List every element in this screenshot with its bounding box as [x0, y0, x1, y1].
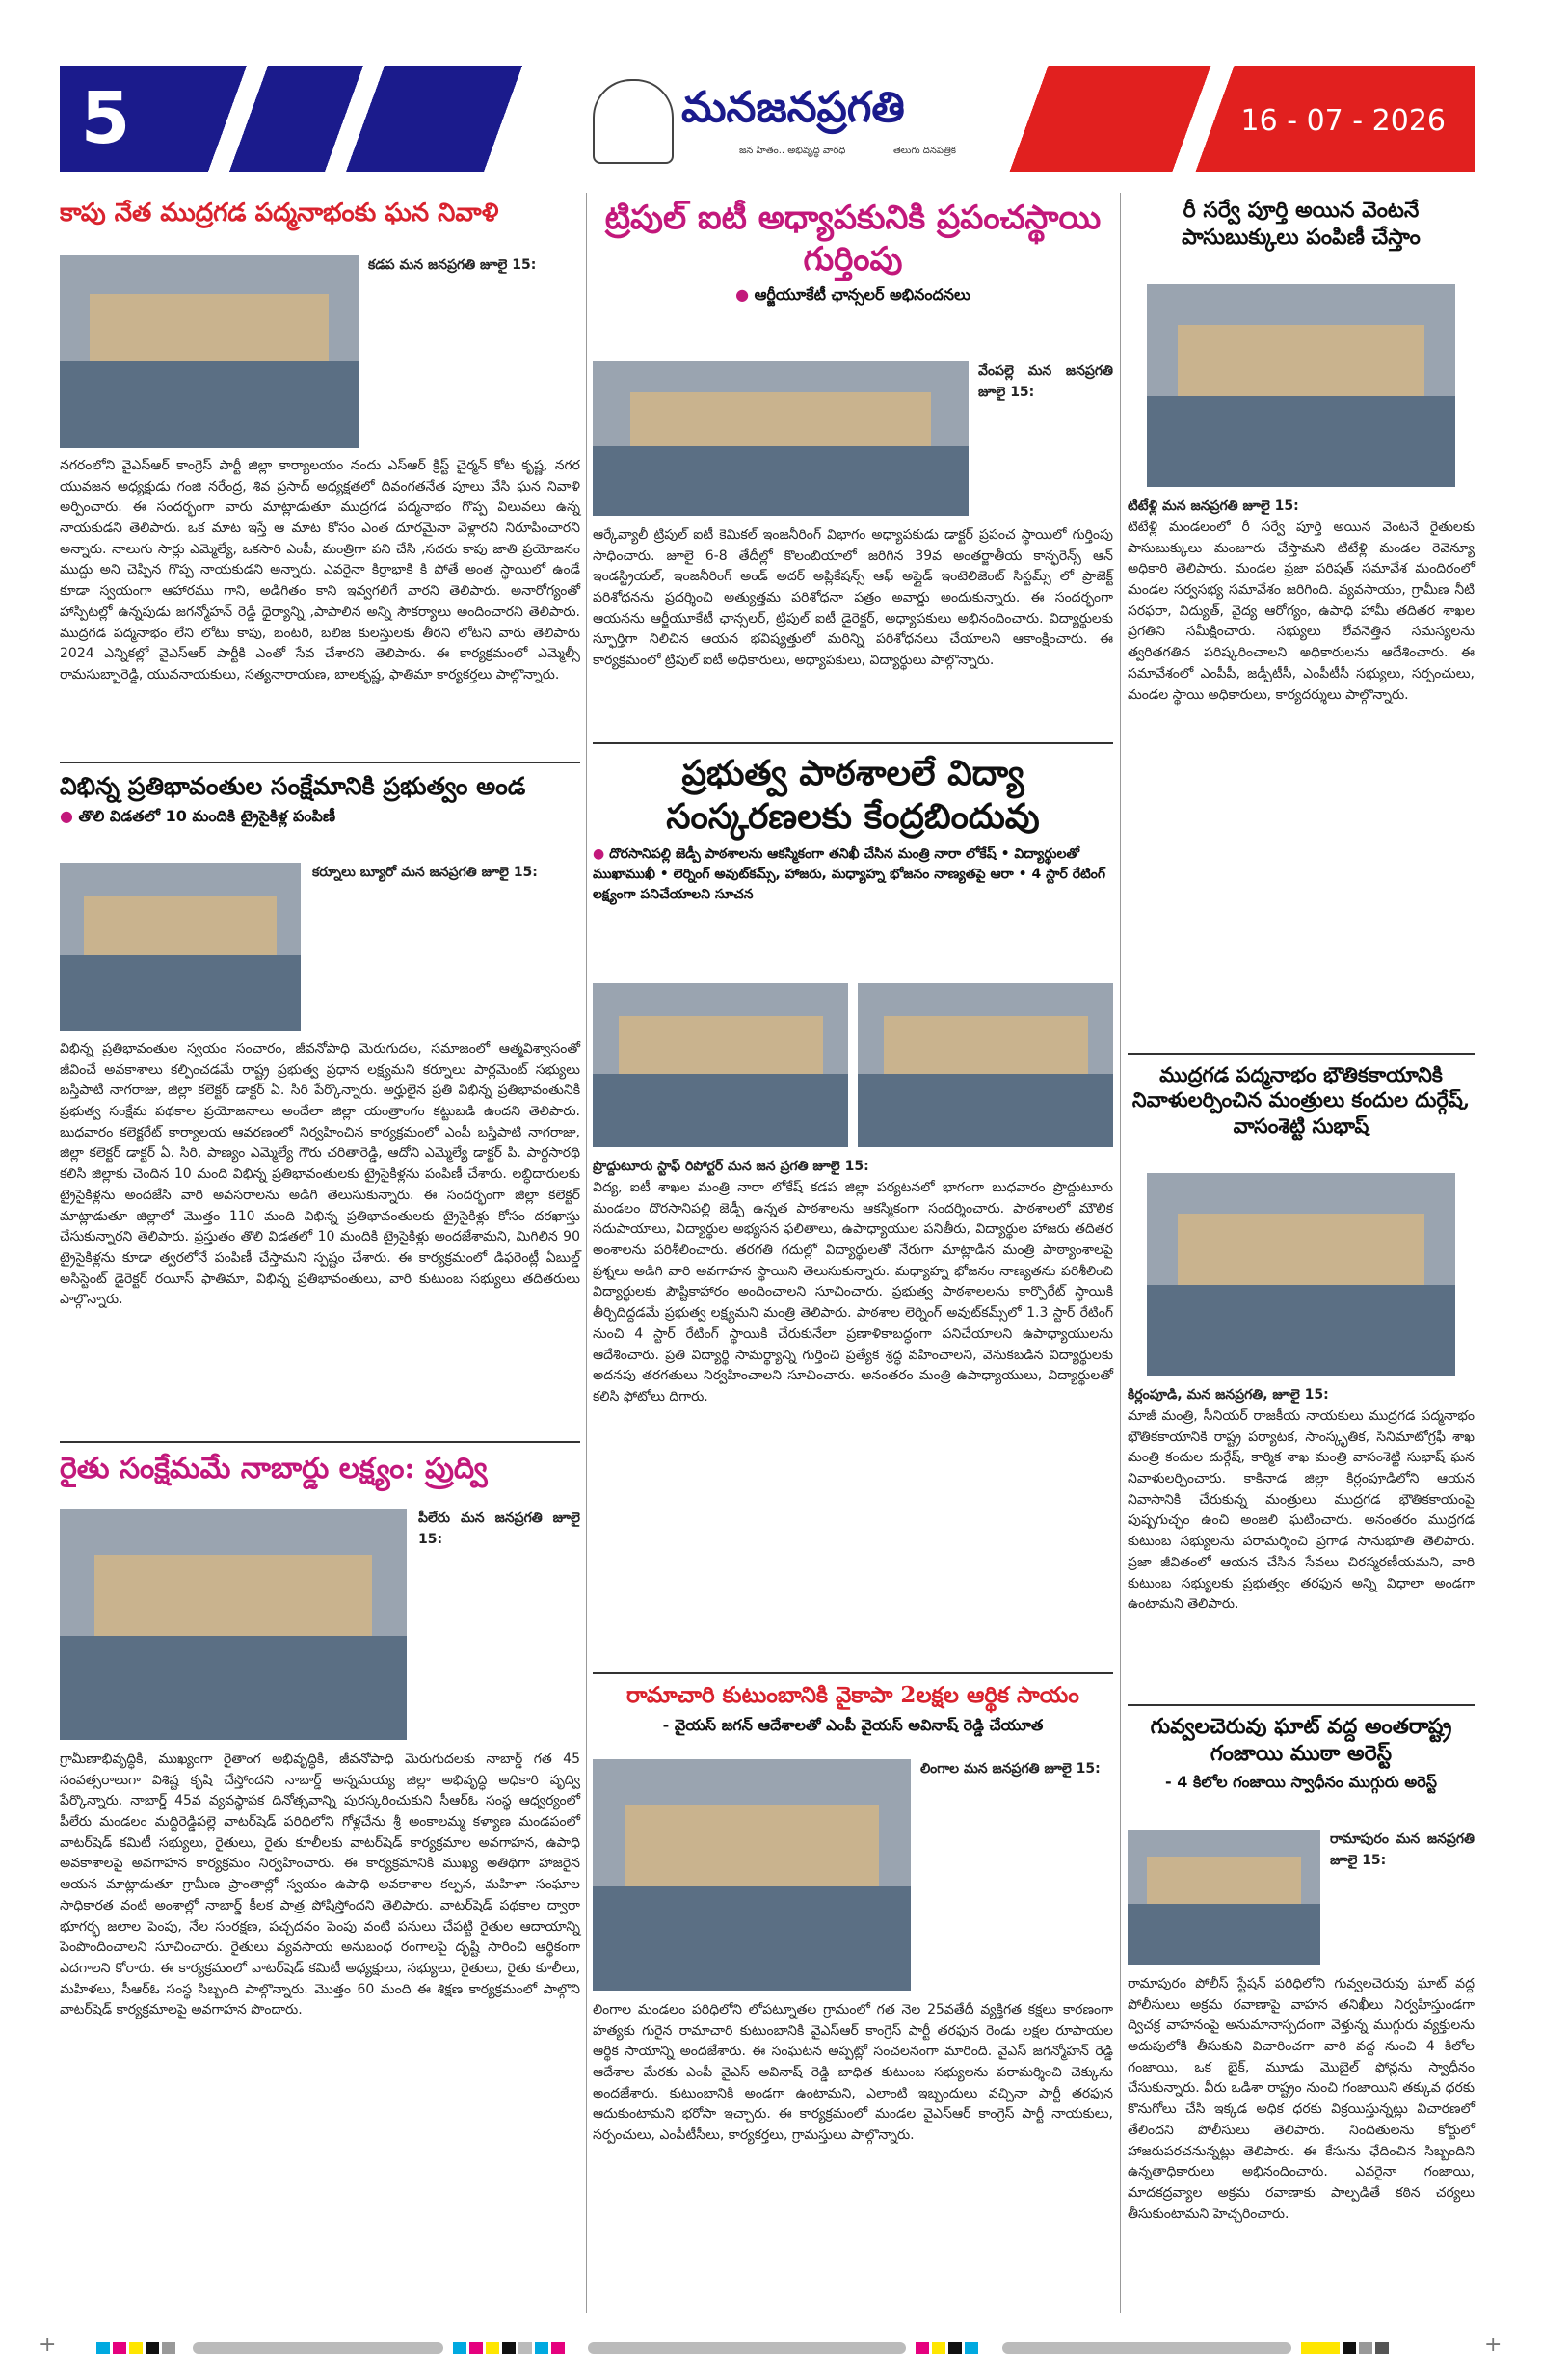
- article-iiit: [593, 198, 1113, 737]
- article-dateline: రామాపురం మన జనప్రగతి జూలై 15:: [1330, 1832, 1475, 1868]
- article-kapu: [60, 198, 580, 757]
- issue-date: 16 - 07 - 2026: [1240, 104, 1446, 138]
- article-separator: [593, 1672, 1113, 1674]
- article-ramachari: [593, 1682, 1113, 2318]
- masthead: [60, 66, 1475, 172]
- color-calibration-bar: [1301, 2342, 1392, 2354]
- photo-tricycle-distribution: [60, 863, 301, 1031]
- article-dateline: కర్నూలు బ్యూరో మన జనప్రగతి జూలై 15:: [312, 865, 538, 880]
- article-separator: [1128, 1704, 1475, 1706]
- article-headline: రీ సర్వే పూర్తి అయిన వెంటనే పాసుబుక్కులు పంపిణీ చేస్తాం: [1182, 198, 1421, 250]
- article-subheadline: ● తొలి విడతలో 10 మందికి ట్రైసైకిళ్ల పంపిణీ: [60, 807, 336, 826]
- article-dateline: ప్రొద్దుటూరు స్టాఫ్ రిపోర్టర్ మన జన ప్రగతి జూలై 15:: [593, 1159, 869, 1174]
- photo-classroom-inspection: [593, 983, 848, 1147]
- article-guvvala: [1128, 1714, 1475, 2319]
- article-headline: ప్రభుత్వ పాఠశాలలే విద్యా సంస్కరణలకు కేంద్రబిందువు: [666, 753, 1040, 837]
- article-body: విభిన్న ప్రతిభావంతుల స్వయం సంచారం, జీవనోపాధి మెరుగుదల, సమాజంలో ఆత్మవిశ్వాసంతో జీవించే అవకాశాలు కల్పించడమే రాష్ట్ర ప్రభుత్వ ప్రధాన లక్ష్యమని కర్నూలు పార్లమెంట్ సభ్యులు బస్తిపాటి నాగరాజు, జిల్లా కలెక్టర్ డాక్టర్ ఏ. సిరి పేర్కొన్నారు. అర్హులైన ప్రతి విభిన్న ప్రతిభావంతునికి ప్రభుత్వ సంక్షేమ పథకాల ప్రయోజనాలు అందేలా జిల్లా యంత్రాంగం కట్టుబడి ఉందని తెలిపారు. బుధవారం కలెక్టరేట్ కార్యాలయ ఆవరణంలో నిర్వహించిన కార్యక్రమంలో ఎంపీ బస్తిపాటి నాగరాజు, జిల్లా కలెక్టర్ డాక్టర్ ఏ. సిరి, పాణ్యం ఎమ్మెల్యే గౌరు చరితారెడ్డి, ఆదోని ఎమ్మెల్యే డాక్టర్ పి. పార్థసారథి కలిసి జిల్లాకు చెందిన 10 మంది విభిన్న ప్రతిభావంతులకు ట్రైసైకిళ్లను పంపిణీ చేశారు. లబ్ధిదారులకు ట్రైసైకిళ్లను అందజేసి వారి అవసరాలను అడిగి తెలుసుకున్నారు. ఈ సందర్భంగా జిల్లా కలెక్టర్ మాట్లాడుతూ జిల్లాలో మొత్తం 110 మంది విభిన్న ప్రతిభావంతులకు ట్రైసైకిళ్లు కోసం దరఖాస్తు చేసుకున్నారని తెలిపారు. ప్రస్తుతం తొలి విడతలో 10 మందికి ట్రైసైకిళ్లు అందజేశామని, మిగిలిన 90 ట్రైసైకిళ్లను కూడా త్వరలోనే పంపిణీ చేస్తామని స్పష్టం చేశారు. ఈ కార్యక్రమంలో డిఫరెంట్లీ ఏబుల్డ్ అసిస్టెంట్ డైరెక్టర్ రయీస్ ఫాతిమా, విభిన్న ప్రతిభావంతులు, వారి కుటుంబ సభ్యులు తదితరులు పాల్గొన్నారు.: [60, 1041, 580, 1308]
- grey-calibration-bar: [588, 2342, 906, 2354]
- article-subheadline: - 4 కిలోల గంజాయి స్వాధీనం ముగ్గురు అరెస్ట్: [1165, 1773, 1437, 1791]
- article-headline: గువ్వలచెరువు ఘాట్ వద్ద అంతరాష్ట్ర గంజాయి ముఠా అరెస్ట్: [1150, 1714, 1452, 1766]
- photo-students-classroom: [858, 983, 1113, 1147]
- newspaper-logo: [585, 71, 990, 168]
- article-headline: విభిన్న ప్రతిభావంతుల సంక్షేమానికి ప్రభుత్వం అండ: [60, 772, 526, 800]
- article-subheadline: ● దొరసానిపల్లి జెడ్పీ పాఠశాలను ఆకస్మికంగా తనిఖీ చేసిన మంత్రి నారా లోకేష్ • విద్యార్థులతో ముఖాముఖీ • లెర్నింగ్ అవుట్‌కమ్స్, హాజరు, మధ్యాహ్న భోజనం నాణ్యతపై ఆరా • 4 స్టార్ రేటింగ్ లక్ష్యంగా పనిచేయాలని సూచన: [593, 846, 1106, 902]
- article-dateline: పీలేరు మన జనప్రగతి జూలై 15:: [418, 1511, 580, 1547]
- photo-nabard-meeting: [60, 1509, 407, 1740]
- column-divider: [586, 193, 587, 2313]
- newspaper-name: మనజనప్రగతి: [681, 83, 905, 132]
- photo-ministers-tribute: [1147, 1173, 1455, 1376]
- article-headline: రైతు సంక్షేమమే నాబార్డు లక్ష్యం: ప్రుద్వి: [60, 1452, 488, 1485]
- grey-calibration-bar: [1002, 2342, 1291, 2354]
- article-separator: [593, 742, 1113, 744]
- photo-cheque-handover: [593, 1759, 911, 1991]
- article-body: నగరంలోని వైఎస్ఆర్ కాంగ్రెస్ పార్టీ జిల్లా కార్యాలయం నందు ఎస్ఆర్ క్రిస్ట్ చైర్మన్ కోట కృష్ణ, నగర యువజన అధ్యక్షుడు గంజి నరేంద్ర, శివ ప్రసాద్ అధ్యక్షతలో దివంగతనేత పూలు వేసి ఘన నివాళి అర్పించారు. ఈ సందర్భంగా వారు మాట్లాడుతూ ముద్రగడ పద్మనాభం గొప్ప విలువలు ఉన్న నాయకుడని తెలిపారు. ఒక మాట ఇస్తే ఆ మాట కోసం ఎంత దూరమైనా వెళ్లారని నిరూపించారని అన్నారు. నాలుగు సార్లు ఎమ్మెల్యే, ఒకసారి ఎంపీ, మంత్రిగా పని చేసి ,సదరు కాపు జాతి ప్రయోజనం ముద్దు అని చెప్పిన గొప్ప నాయకుడని అన్నారు. ఎవరైనా కిర్రాభాకి కి పోతే అంత స్థాయిలో ఉండే కూడా స్వయంగా ఆహారము గాని, అడిగితం కాని ఇవ్వగలిగే వారని తెలిపారు. అనారోగ్యంతో హాస్పిటల్లో ఉన్నపుడు జగన్మోహన్ రెడ్డి ధైర్యాన్ని ,పాపాలిన అన్ని సౌకర్యాలు అందించారని తెలిపారు. ముద్రగడ పద్మనాభం లేని లోటు కాపు, బంటరి, బలిజ కులస్తులకు తీరని లోటని వారు తెలిపారు 2024 ఎన్నికల్లో వైఎస్ఆర్ పార్టీకి ఎంతో సేవ చేశారని తెలిపారు. ఈ కార్యక్రమంలో ఎమ్మెల్సీ రామసుబ్బారెడ్డి, యువనాయకులు, సత్యనారాయణ, బాలకృష్ణ, ఫాతిమా కార్యకర్తలు పాల్గొన్నారు.: [60, 458, 580, 682]
- photo-police-seizure: [1128, 1830, 1320, 1965]
- article-resurvey: [1128, 198, 1475, 1046]
- article-body: టిటేళ్లి మండలంలో రీ సర్వే పూర్తి అయిన వెంటనే రైతులకు పాసుబుక్కులు మంజూరు చేస్తామని టిటేళ్లి మండల రెవెన్యూ అధికారి తెలిపారు. మండల ప్రజా పరిషత్ సమావేశ మందిరంలో మండల సర్వసభ్య సమావేశం జరిగింది. వ్యవసాయం, గ్రామీణ నీటి సరఫరా, విద్యుత్, వైద్య ఆరోగ్యం, ఉపాధి హామీ తదితర శాఖల ప్రగతిని సమీక్షించారు. సభ్యులు లేవనెత్తిన సమస్యలను త్వరితగతిన పరిష్కరించాలని అధికారులను ఆదేశించారు. ఈ సమావేశంలో ఎంపీపీ, జడ్పీటీసీ, ఎంపీటీసీ సభ్యులు, సర్పంచులు, మండల స్థాయి అధికారులు, కార్యదర్శులు పాల్గొన్నారు.: [1128, 520, 1475, 703]
- article-separator: [1128, 1053, 1475, 1055]
- registration-mark-icon: +: [1484, 2333, 1502, 2357]
- article-body: లింగాల మండలం పరిధిలోని లోపట్నూతల గ్రామంలో గత నెల 25వతేదీ వ్యక్తిగత కక్షలు కారణంగా హత్యకు గురైన రామాచారి కుటుంబానికి వైఎస్ఆర్ కాంగ్రెస్ పార్టీ తరఫున రెండు లక్షల రూపాయల ఆర్థిక సాయాన్ని అందజేశారు. ఈ సంఘటన అప్పట్లో సంచలనంగా మారింది. వైఎస్ జగన్మోహన్ రెడ్డి ఆదేశాల మేరకు ఎంపీ వైఎస్ అవినాష్ రెడ్డి బాధిత కుటుంబ సభ్యులను పరామర్శించి చెక్కును అందజేశారు. కుటుంబానికి అండగా ఉంటామని, ఎలాంటి ఇబ్బందులు వచ్చినా పార్టీ తరఫున ఆదుకుంటామని భరోసా ఇచ్చారు. ఈ కార్యక్రమంలో మండల వైఎస్ఆర్ కాంగ్రెస్ పార్టీ నాయకులు, సర్పంచులు, ఎంపీటీసీలు, కార్యకర్తలు, గ్రామస్తులు పాల్గొన్నారు.: [593, 2002, 1113, 2144]
- photo-mandal-meeting: [1147, 284, 1455, 487]
- article-body: గ్రామీణాభివృద్ధికి, ముఖ్యంగా రైతాంగ అభివృద్ధికి, జీవనోపాధి మెరుగుదలకు నాబార్డ్ గత 45 సంవత్సరాలుగా విశిష్ట కృషి చేస్తోందని నాబార్డ్ అన్నమయ్య జిల్లా అభివృద్ధి అధికారి పృద్వి పేర్కొన్నారు. నాబార్డ్ 45వ వ్యవస్థాపక దినోత్సవాన్ని పురస్కరించుకుని సీఆర్‌ఓ సంస్థ ఆధ్వర్యంలో పీలేరు మండలం మద్దిరెడ్డిపల్లె వాటర్‌షెడ్ పరిధిలోని గోళ్లచేను శ్రీ అంకాలమ్మ కళ్యాణ మండపంలో వాటర్‌షెడ్ కమిటీ సభ్యులు, రైతులు, రైతు కూలీలకు వాటర్‌షెడ్ కార్యక్రమాల అవగాహన, ఉపాధి అవకాశాలపై అవగాహన కార్యక్రమం నిర్వహించారు. ఈ కార్యక్రమానికి ముఖ్య అతిథిగా హాజరైన ఆయన మాట్లాడుతూ గ్రామీణ ప్రాంతాల్లో స్వయం ఉపాధి అవకాశాల కల్పన, మహిళా సంఘాల సాధికారత వంటి అంశాల్లో నాబార్డ్ కీలక పాత్ర పోషిస్తోందని తెలిపారు. వాటర్‌షెడ్ పథకాల ద్వారా భూగర్భ జలాల పెంపు, నేల సంరక్షణ, పచ్చదనం పెంపు వంటి పనులు చేపట్టి రైతుల ఆదాయాన్ని పెంపొందించాలని సూచించారు. రైతులు వ్యవసాయ అనుబంధ రంగాలపై దృష్టి సారించి ఆర్థికంగా ఎదగాలని కోరారు. ఈ కార్యక్రమంలో వాటర్‌షెడ్ కమిటీ అధ్యక్షులు, సభ్యులు, రైతులు, రైతు కూలీలు, మహిళలు, సీఆర్‌ఓ సంస్థ సిబ్బంది పాల్గొన్నారు. మొత్తం 60 మంది ఈ శిక్షణ కార్యక్రమంలో పాల్గొని వాటర్‌షెడ్ కార్యక్రమాలపై అవగాహన పొందారు.: [60, 1752, 580, 2019]
- page-number: 5: [60, 66, 151, 172]
- article-body: రామాపురం పోలీస్ స్టేషన్ పరిధిలోని గువ్వలచెరువు ఘాట్ వద్ద పోలీసులు అక్రమ రవాణాపై వాహన తనిఖీలు నిర్వహిస్తుండగా ద్విచక్ర వాహనంపై అనుమానాస్పదంగా వెళ్తున్న ముగ్గురు వ్యక్తులను అదుపులోకి తీసుకుని విచారించగా వారి వద్ద నుంచి 4 కిలోల గంజాయి, ఒక బైక్, మూడు మొబైల్ ఫోన్లను స్వాధీనం చేసుకున్నారు. వీరు ఒడిశా రాష్ట్రం నుంచి గంజాయిని తక్కువ ధరకు కొనుగోలు చేసి ఇక్కడ అధిక ధరకు విక్రయిస్తున్నట్లు విచారణలో తేలిందని పోలీసులు తెలిపారు. నిందితులను కోర్టులో హాజరుపరచనున్నట్లు తెలిపారు. ఈ కేసును ఛేదించిన సిబ్బందిని ఉన్నతాధికారులు అభినందించారు. ఎవరైనా గంజాయి, మాదకద్రవ్యాల అక్రమ రవాణాకు పాల్పడితే కఠిన చర్యలు తీసుకుంటామని హెచ్చరించారు.: [1128, 1976, 1475, 2222]
- article-dateline: లింగాల మన జనప్రగతి జూలై 15:: [920, 1761, 1101, 1777]
- article-headline: ట్రిపుల్ ఐటీ అధ్యాపకునికి ప్రపంచస్థాయి గుర్తింపు: [604, 199, 1102, 279]
- grey-calibration-bar: [193, 2342, 443, 2354]
- photo-group-tribute: [60, 255, 359, 448]
- newspaper-tagline-right: తెలుగు దినపత్రిక: [893, 146, 957, 156]
- photo-award-felicitation: [593, 361, 969, 516]
- article-dateline: వేంపల్లె మన జనప్రగతి జూలై 15:: [978, 363, 1113, 400]
- color-calibration-bar: [916, 2342, 981, 2354]
- print-registration-strip: [39, 2333, 1503, 2362]
- masthead-blue-band: [151, 66, 643, 172]
- article-body: మాజీ మంత్రి, సీనియర్ రాజకీయ నాయకులు ముద్రగడ పద్మనాభం భౌతికకాయానికి రాష్ట్ర పర్యాటక, సాంస్కృతిక, సినిమాటోగ్రఫీ శాఖ మంత్రి కందుల దుర్గేష్, కార్మిక శాఖ మంత్రి వాసంశెట్టి సుభాష్ ఘన నివాళులర్పించారు. కాకినాడ జిల్లా కిర్లంపూడిలోని ఆయన నివాసానికి చేరుకున్న మంత్రులు ముద్రగడ భౌతికకాయంపై పుష్పగుచ్ఛం ఉంచి అంజలి ఘటించారు. అనంతరం ముద్రగడ కుటుంబ సభ్యులను పరామర్శించి ప్రగాఢ సానుభూతి తెలిపారు. ప్రజా జీవితంలో ఆయన చేసిన సేవలు చిరస్మరణీయమని, వారి కుటుంబ సభ్యులకు ప్రభుత్వం తరఫున అన్ని విధాలా అండగా ఉంటామని తెలిపారు.: [1128, 1408, 1475, 1613]
- article-body-intro: [312, 885, 580, 1030]
- color-calibration-bar: [453, 2342, 568, 2354]
- article-dateline: కడప మన జనప్రగతి జూలై 15:: [368, 257, 537, 273]
- article-dateline: టిటేళ్లి మన జనప్రగతి జూలై 15:: [1128, 498, 1299, 514]
- article-separator: [60, 1441, 580, 1443]
- registration-mark-icon: +: [39, 2333, 57, 2357]
- article-headline: కాపు నేత ముద్రగడ పద్మనాభంకు ఘన నివాళి: [60, 199, 499, 227]
- article-separator: [60, 762, 580, 763]
- article-subheadline: ● ఆర్జీయూకేటీ ఛాన్సలర్ అభినందనలు: [735, 285, 970, 304]
- article-subheadline: - వైయస్ జగన్ ఆదేశాలతో ఎంపీ వైయస్ అవినాష్ రెడ్డి చేయూత: [662, 1715, 1044, 1734]
- article-vibhinna: [60, 771, 580, 1436]
- article-dateline: కిర్లంపూడి, మన జనప్రగతి, జూలై 15:: [1128, 1387, 1329, 1403]
- logo-emblem-icon: [593, 79, 674, 164]
- article-prabhutva: [593, 752, 1113, 1668]
- column-divider: [1120, 193, 1121, 2313]
- article-body: ఆర్కేవ్యాలీ ట్రిపుల్ ఐటీ కెమికల్ ఇంజనీరింగ్ విభాగం అధ్యాపకుడు డాక్టర్ ప్రపంచ స్థాయిలో గుర్తింపు సాధించారు. జూలై 6-8 తేదీల్లో కొలంబియాలో జరిగిన 39వ అంతర్జాతీయ కాన్ఫరెన్స్ ఆన్ ఇండస్ట్రియల్, ఇంజనీరింగ్ అండ్ అదర్ అప్లికేషన్స్ ఆఫ్ అప్లైడ్ ఇంటెలిజెంట్ సిస్టమ్స్ లో ప్రాజెక్ట్ పరిశోధనను ప్రదర్శించి అత్యుత్తమ పరిశోధనా పత్రం అవార్డు అందుకున్నారు. ఈ సందర్భంగా ఆయనను ఆర్జీయూకేటీ ఛాన్సలర్, ట్రిపుల్ ఐటీ డైరెక్టర్, అధ్యాపకులు అభినందించారు. విద్యార్థులకు స్ఫూర్తిగా నిలిచిన ఆయన భవిష్యత్తులో మరిన్ని పరిశోధనలు చేయాలని ఆకాంక్షించారు. ఈ కార్యక్రమంలో ట్రిపుల్ ఐటీ అధికారులు, అధ్యాపకులు, విద్యార్థులు పాల్గొన్నారు.: [593, 527, 1113, 669]
- article-raithu: [60, 1451, 580, 2318]
- article-headline: రామాచారి కుటుంబానికి వైకాపా 2లక్షల ఆర్థిక సాయం: [626, 1682, 1079, 1708]
- article-mudragada: [1128, 1062, 1475, 1698]
- newspaper-tagline: జన హితం.. అభివృద్ధి వారధి: [739, 146, 846, 156]
- color-calibration-bar: [96, 2342, 178, 2354]
- article-body: విద్య, ఐటీ శాఖల మంత్రి నారా లోకేష్ కడప జిల్లా పర్యటనలో భాగంగా బుధవారం ప్రొద్దుటూరు మండలం దొరసానిపల్లి జెడ్పీ ఉన్నత పాఠశాలను ఆకస్మికంగా సందర్శించారు. పాఠశాలలో మౌలిక సదుపాయాలు, విద్యార్థుల అభ్యసన ఫలితాలు, ఉపాధ్యాయుల పనితీరు, విద్యార్థుల హాజరు తదితర అంశాలను పరిశీలించారు. తరగతి గదుల్లో విద్యార్థులతో నేరుగా మాట్లాడిన మంత్రి పాఠ్యాంశాలపై ప్రశ్నలు అడిగి వారి అవగాహన స్థాయిని తెలుసుకున్నారు. మధ్యాహ్న భోజనం నాణ్యతను పరిశీలించి విద్యార్థులకు పౌష్టికాహారం అందించాలని సూచించారు. ప్రభుత్వ పాఠశాలలను కార్పొరేట్ స్థాయికి తీర్చిదిద్దడమే ప్రభుత్వ లక్ష్యమని మంత్రి తెలిపారు. పాఠశాల లెర్నింగ్ అవుట్‌కమ్స్‌లో 1.3 స్టార్ రేటింగ్ నుంచి 4 స్టార్ రేటింగ్ స్థాయికి చేరుకునేలా ప్రణాళికాబద్ధంగా పనిచేయాలని ఉపాధ్యాయులను ఆదేశించారు. ప్రతి విద్యార్థి సామర్థ్యాన్ని గుర్తించి ప్రత్యేక శ్రద్ధ వహించాలని, వెనుకబడిన విద్యార్థులకు అదనపు తరగతులు నిర్వహించాలని సూచించారు. అనంతరం మంత్రి ఉపాధ్యాయులు, విద్యార్థులతో కలిసి ఫోటోలు దిగారు.: [593, 1180, 1113, 1404]
- article-headline: ముద్రగడ పద్మనాభం భౌతికకాయానికి నివాళులర్పించిన మంత్రులు కందుల దుర్గేష్, వాసంశెట్టి సుభాష్: [1131, 1062, 1471, 1137]
